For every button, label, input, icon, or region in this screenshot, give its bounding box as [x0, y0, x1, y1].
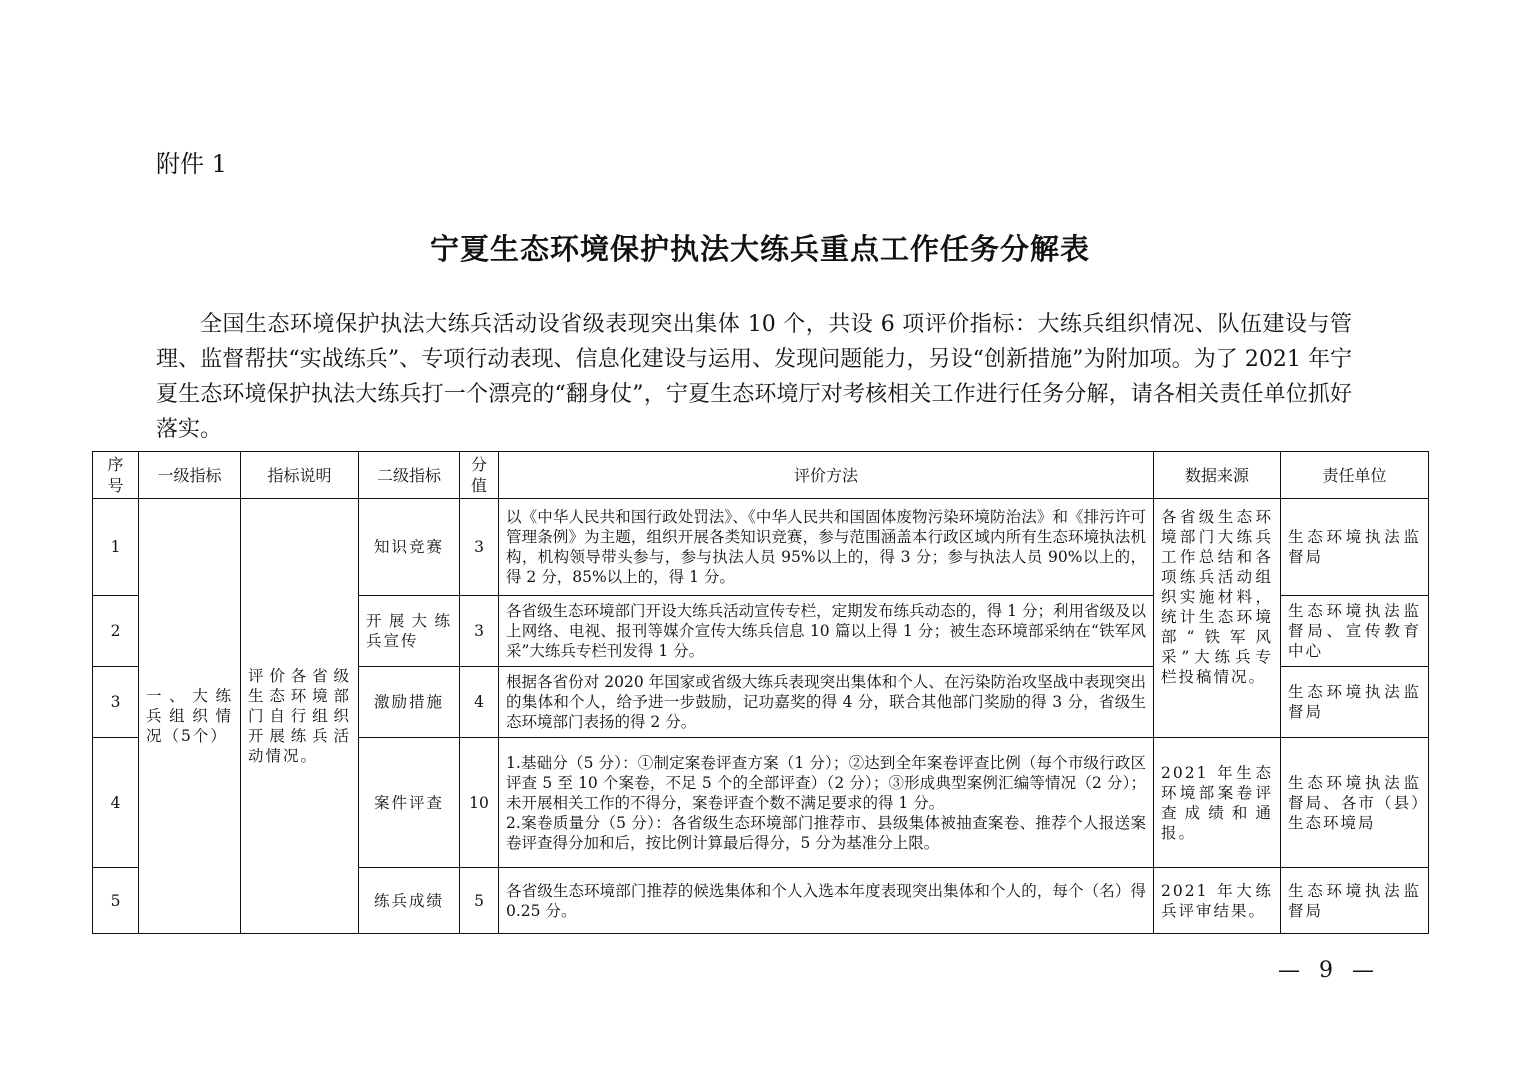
row-seq: 4 [93, 738, 139, 868]
row-unit: 生态环境执法监督局、各市（县）生态环境局 [1281, 738, 1429, 868]
row-score: 10 [460, 738, 499, 868]
indicator-description: 评价各省级生态环境部门自行组织开展练兵活动情况。 [241, 499, 359, 934]
method-basic-score: 1.基础分（5 分）：①制定案卷评查方案（1 分）；②达到全年案卷评查比例（每个市级行政区评查 5 至 10 个案卷，不足 5 个的全部评查）（2 分）；③形成典型案例汇编等情况（2 分）；未开展相关工作的不得分，案卷评查个数不满足要求的得 1 分。 [506, 753, 1146, 812]
row-method [499, 738, 1154, 868]
header-seq: 序号 [93, 452, 139, 499]
row-level2: 开展大练兵宣传 [359, 596, 460, 667]
row-method: 各省级生态环境部门推荐的候选集体和个人入选本年度表现突出集体和个人的，每个（名）得 0.25 分。 [499, 868, 1154, 934]
row-seq: 3 [93, 667, 139, 738]
header-desc: 指标说明 [241, 452, 359, 499]
level1-indicator: 一、大练兵组织情况（5个） [139, 499, 241, 934]
header-level1: 一级指标 [139, 452, 241, 499]
row-unit: 生态环境执法监督局 [1281, 499, 1429, 596]
header-unit: 责任单位 [1281, 452, 1429, 499]
intro-paragraph: 全国生态环境保护执法大练兵活动设省级表现突出集体 10 个，共设 6 项评价指标：大练兵组织情况、队伍建设与管理、监督帮扶“实战练兵”、专项行动表现、信息化建设与运用、发现问题能力，另设“创新措施”为附加项。为了 2021 年宁夏生态环境保护执法大练兵打一个漂亮的“翻身仗”，宁夏生态环境厅对考核相关工作进行任务分解，请各相关责任单位抓好落实。 [156, 312, 1352, 442]
page-number: — 9 — [1278, 958, 1380, 983]
row-level2: 案件评查 [359, 738, 460, 868]
document-title: 宁夏生态环境保护执法大练兵重点工作任务分解表 [429, 232, 1090, 266]
row-seq: 5 [93, 868, 139, 934]
row-method: 根据各省份对 2020 年国家或省级大练兵表现突出集体和个人、在污染防治攻坚战中表现突出的集体和个人，给予进一步鼓励，记功嘉奖的得 4 分，联合其他部门奖励的得 3 分，省级生态环境部门表扬的得 2 分。 [499, 667, 1154, 738]
row-score: 4 [460, 667, 499, 738]
row-score: 5 [460, 868, 499, 934]
row-unit: 生态环境执法监督局、宣传教育中心 [1281, 596, 1429, 667]
row-source: 2021 年生态环境部案卷评查成绩和通报。 [1154, 738, 1281, 868]
row-source: 2021 年大练兵评审结果。 [1154, 868, 1281, 934]
header-method: 评价方法 [499, 452, 1154, 499]
method-quality-score: 2.案卷质量分（5 分）：各省级生态环境部门推荐市、县级集体被抽查案卷、推荐个人报送案卷评查得分加和后，按比例计算最后得分，5 分为基准分上限。 [506, 813, 1146, 852]
row-level2: 练兵成绩 [359, 868, 460, 934]
row-level2: 激励措施 [359, 667, 460, 738]
task-breakdown-table [92, 451, 1429, 934]
row-score: 3 [460, 596, 499, 667]
header-level2: 二级指标 [359, 452, 460, 499]
row-method: 各省级生态环境部门开设大练兵活动宣传专栏，定期发布练兵动态的，得 1 分；利用省级及以上网络、电视、报刊等媒介宣传大练兵信息 10 篇以上得 1 分；被生态环境部采纳在“铁军风采”大练兵专栏刊发得 1 分。 [499, 596, 1154, 667]
row-score: 3 [460, 499, 499, 596]
table-row [93, 499, 1429, 596]
attachment-label: 附件 1 [156, 150, 227, 178]
row-level2: 知识竞赛 [359, 499, 460, 596]
data-source-rows-1-3: 各省级生态环境部门大练兵工作总结和各项练兵活动组织实施材料，统计生态环境部“铁军风采”大练兵专栏投稿情况。 [1154, 499, 1281, 738]
row-seq: 1 [93, 499, 139, 596]
row-method: 以《中华人民共和国行政处罚法》、《中华人民共和国固体废物污染环境防治法》和《排污许可管理条例》为主题，组织开展各类知识竞赛，参与范围涵盖本行政区域内所有生态环境执法机构，机构领导带头参与，参与执法人员 95%以上的，得 3 分；参与执法人员 90%以上的，得 2 分，85%以上的，得 1 分。 [499, 499, 1154, 596]
row-unit: 生态环境执法监督局 [1281, 868, 1429, 934]
table-header-row [93, 452, 1429, 499]
header-score: 分值 [460, 452, 499, 499]
header-source: 数据来源 [1154, 452, 1281, 499]
row-unit: 生态环境执法监督局 [1281, 667, 1429, 738]
row-seq: 2 [93, 596, 139, 667]
